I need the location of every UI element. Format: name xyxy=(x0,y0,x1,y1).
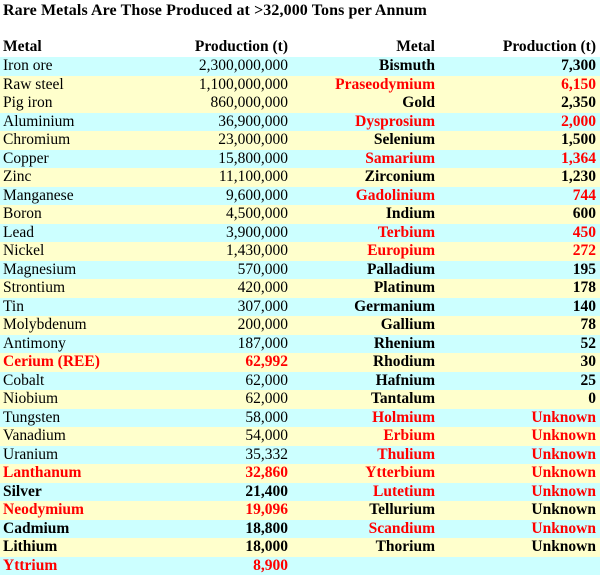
table-row xyxy=(0,390,600,409)
production-value-cell-right: Unknown xyxy=(531,538,596,555)
production-value-cell-right: 0 xyxy=(588,390,596,407)
metal-name-cell-right xyxy=(288,557,435,575)
table-row xyxy=(0,520,600,539)
production-value-cell-right: 2,350 xyxy=(561,94,596,111)
production-value-cell-left: 200,000 xyxy=(237,316,288,333)
header-production-left: Production (t) xyxy=(194,38,288,55)
production-value-cell-left: 32,860 xyxy=(245,464,288,481)
production-value-cell-left: 187,000 xyxy=(237,334,288,352)
production-value-cell-left: 36,900,000 xyxy=(218,112,288,130)
production-value-cell-left: 19,096 xyxy=(245,501,288,518)
production-value-cell-right: Unknown xyxy=(531,482,596,500)
metal-name-cell-right: Praseodymium xyxy=(335,75,435,93)
table-row xyxy=(0,168,600,187)
production-value-cell-left: 18,000 xyxy=(245,538,288,555)
production-value-cell-left: 21,400 xyxy=(245,482,288,500)
production-value-cell-right: 272 xyxy=(572,242,596,259)
production-value-cell-left: 8,900 xyxy=(253,556,288,574)
production-value-cell-left: 62,000 xyxy=(245,390,288,407)
metal-name-cell-right: Germanium xyxy=(354,297,435,315)
metal-name-cell-left: Boron xyxy=(3,205,42,222)
production-value-cell-left: 62,000 xyxy=(245,371,288,389)
table-row xyxy=(0,372,600,391)
production-value-cell-right: Unknown xyxy=(531,519,596,537)
production-value-cell-right: 140 xyxy=(572,297,596,315)
table-row xyxy=(0,316,600,335)
metal-name-cell-left: Antimony xyxy=(3,334,66,352)
header-metal-right: Metal xyxy=(396,38,435,55)
production-value-cell-right: 25 xyxy=(580,371,596,389)
metal-name-cell-right: Lutetium xyxy=(373,482,435,500)
metal-name-cell-right: Gallium xyxy=(380,316,435,333)
production-value-cell-left: 11,100,000 xyxy=(218,168,288,185)
production-value-cell-right: 195 xyxy=(572,260,596,278)
metal-name-cell-left: Nickel xyxy=(3,242,45,259)
table-row xyxy=(0,150,600,169)
metal-name-cell-left: Tungsten xyxy=(3,408,61,426)
production-value-cell-left: 35,332 xyxy=(245,445,288,463)
production-value-cell-left: 62,992 xyxy=(245,353,288,370)
production-value-cell-left: 18,800 xyxy=(245,519,288,537)
metal-name-cell-right: Ytterbium xyxy=(365,464,435,481)
production-value-cell-right: 744 xyxy=(572,186,596,204)
table-row xyxy=(0,501,600,520)
production-value-cell-right: 2,000 xyxy=(561,112,596,130)
table-row xyxy=(0,224,600,243)
metal-name-cell-left: Silver xyxy=(3,482,42,500)
production-value-cell-right: 7,300 xyxy=(561,57,596,74)
metal-name-cell-right: Scandium xyxy=(368,519,435,537)
production-value-cell-right: 78 xyxy=(580,316,596,333)
production-value-cell-right: 30 xyxy=(580,353,596,370)
production-value-cell-left: 860,000,000 xyxy=(210,94,288,111)
header-production-right: Production (t) xyxy=(502,38,596,55)
production-value-cell-left: 23,000,000 xyxy=(218,131,288,148)
metal-name-cell-left: Neodymium xyxy=(3,501,84,518)
metal-name-cell-left: Molybdenum xyxy=(3,316,87,333)
table-row xyxy=(0,538,600,557)
metal-name-cell-left: Uranium xyxy=(3,445,59,463)
production-value-cell-right: Unknown xyxy=(531,501,596,518)
table-body xyxy=(0,57,600,575)
metal-name-cell-left: Manganese xyxy=(3,186,74,204)
table-row xyxy=(0,113,600,132)
table-row xyxy=(0,131,600,150)
production-value-cell-left: 9,600,000 xyxy=(226,186,288,204)
metal-name-cell-right: Europium xyxy=(367,242,435,259)
production-value-cell-right: 600 xyxy=(572,205,596,222)
metal-name-cell-left: Lithium xyxy=(3,538,58,555)
metal-name-cell-right: Terbium xyxy=(377,223,435,241)
metal-name-cell-left: Strontium xyxy=(3,279,66,296)
metal-name-cell-left: Yttrium xyxy=(3,556,58,574)
production-value-cell-left: 15,800,000 xyxy=(218,149,288,167)
table-row xyxy=(0,483,600,502)
metal-name-cell-right: Gold xyxy=(402,94,435,111)
metal-name-cell-left: Zinc xyxy=(3,168,32,185)
production-value-cell-right: Unknown xyxy=(531,408,596,426)
production-value-cell-right: 1,230 xyxy=(561,168,596,185)
table-row xyxy=(0,464,600,483)
metal-name-cell-left: Lead xyxy=(3,223,34,241)
metal-name-cell-left: Pig iron xyxy=(3,94,53,111)
metal-name-cell-right: Thulium xyxy=(377,445,435,463)
table-row xyxy=(0,298,600,317)
production-value-cell-right: 52 xyxy=(580,334,596,352)
metal-name-cell-left: Lanthanum xyxy=(3,464,82,481)
metal-name-cell-left: Magnesium xyxy=(3,260,77,278)
table-row xyxy=(0,446,600,465)
metal-name-cell-left: Cerium (REE) xyxy=(3,353,100,370)
metal-name-cell-right: Bismuth xyxy=(379,57,435,74)
metal-name-cell-left: Iron ore xyxy=(3,57,53,74)
production-value-cell-left: 1,100,000,000 xyxy=(198,75,288,93)
production-value-cell-left: 420,000 xyxy=(237,279,288,296)
production-value-cell-left: 54,000 xyxy=(245,427,288,444)
table-row xyxy=(0,76,600,95)
table-row xyxy=(0,353,600,372)
metal-name-cell-left: Aluminium xyxy=(3,112,75,130)
metal-name-cell-right: Platinum xyxy=(373,279,435,296)
production-value-cell-left: 2,300,000,000 xyxy=(198,57,288,74)
table-row xyxy=(0,187,600,206)
table-row xyxy=(0,409,600,428)
production-value-cell-right xyxy=(435,557,600,575)
production-value-cell-right: 450 xyxy=(572,223,596,241)
metal-name-cell-left: Tin xyxy=(3,297,24,315)
table-row xyxy=(0,279,600,298)
metal-name-cell-right: Hafnium xyxy=(375,371,435,389)
table-header-row xyxy=(0,37,600,57)
table-row xyxy=(0,261,600,280)
table-row xyxy=(0,94,600,113)
production-value-cell-right: Unknown xyxy=(531,445,596,463)
metal-name-cell-right: Holmium xyxy=(372,408,435,426)
metal-name-cell-right: Tellurium xyxy=(369,501,435,518)
metal-name-cell-left: Raw steel xyxy=(3,75,64,93)
metal-name-cell-right: Erbium xyxy=(383,427,435,444)
metal-name-cell-left: Cobalt xyxy=(3,371,45,389)
table-row xyxy=(0,242,600,261)
production-value-cell-left: 1,430,000 xyxy=(226,242,288,259)
metal-name-cell-right: Palladium xyxy=(366,260,435,278)
table-row xyxy=(0,335,600,354)
production-value-cell-left: 570,000 xyxy=(237,260,288,278)
production-value-cell-right: 1,364 xyxy=(561,149,596,167)
metal-name-cell-right: Dysprosium xyxy=(355,112,435,130)
metal-name-cell-right: Samarium xyxy=(365,149,435,167)
metal-name-cell-left: Copper xyxy=(3,149,49,167)
table-row xyxy=(0,557,600,575)
production-value-cell-left: 3,900,000 xyxy=(226,223,288,241)
production-value-cell-right: Unknown xyxy=(531,427,596,444)
production-value-cell-left: 307,000 xyxy=(237,297,288,315)
production-value-cell-right: Unknown xyxy=(531,464,596,481)
metal-name-cell-left: Vanadium xyxy=(3,427,66,444)
metal-name-cell-right: Indium xyxy=(385,205,435,222)
production-value-cell-left: 58,000 xyxy=(245,408,288,426)
metal-name-cell-right: Rhenium xyxy=(373,334,435,352)
metal-name-cell-left: Chromium xyxy=(3,131,71,148)
table-row xyxy=(0,427,600,446)
metal-name-cell-right: Zirconium xyxy=(364,168,435,185)
production-value-cell-right: 178 xyxy=(572,279,596,296)
production-value-cell-right: 1,500 xyxy=(561,131,596,148)
header-metal-left: Metal xyxy=(3,38,42,55)
metal-name-cell-right: Tantalum xyxy=(370,390,435,407)
production-value-cell-left: 4,500,000 xyxy=(226,205,288,222)
production-value-cell-right: 6,150 xyxy=(561,75,596,93)
page-title: Rare Metals Are Those Produced at >32,000 Tons per Annum xyxy=(3,2,427,19)
table-row xyxy=(0,205,600,224)
metal-name-cell-left: Niobium xyxy=(3,390,59,407)
metal-name-cell-right: Thorium xyxy=(375,538,435,555)
metal-name-cell-right: Gadolinium xyxy=(355,186,435,204)
table-row xyxy=(0,57,600,76)
metal-name-cell-left: Cadmium xyxy=(3,519,70,537)
metal-name-cell-right: Rhodium xyxy=(372,353,435,370)
metal-name-cell-right: Selenium xyxy=(373,131,435,148)
